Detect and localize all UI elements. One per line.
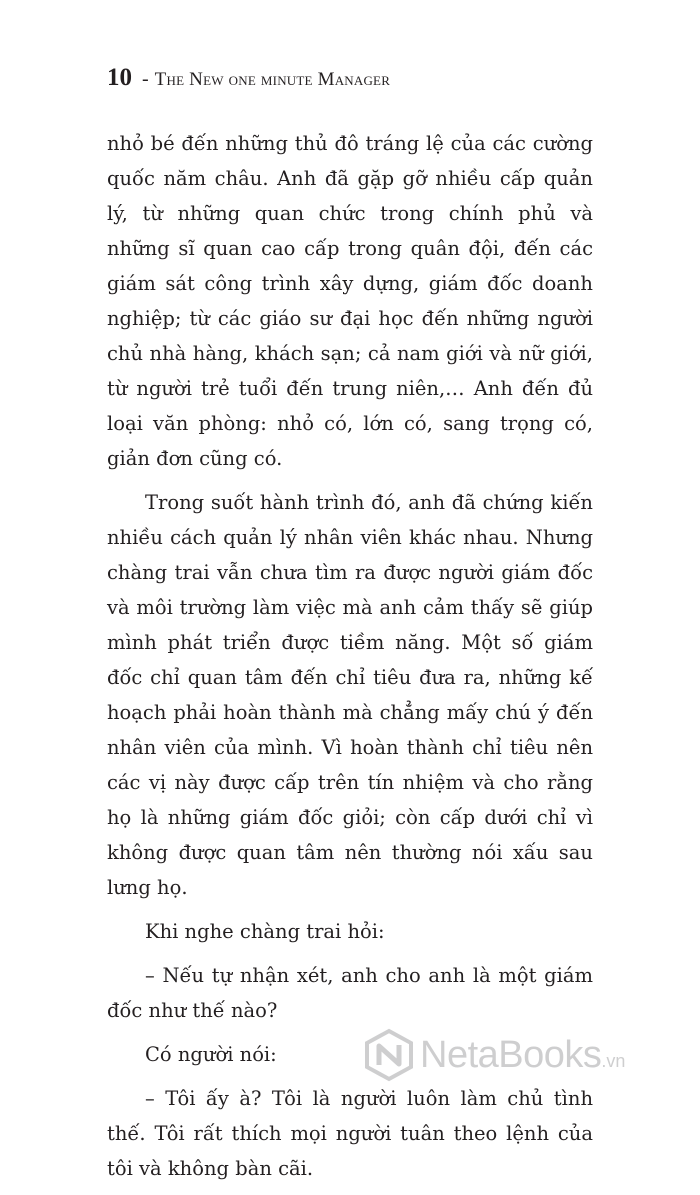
watermark-suffix: .vn: [601, 1050, 626, 1071]
book-title: The New one minute Manager: [154, 69, 391, 90]
paragraph: Khi nghe chàng trai hỏi:: [145, 920, 385, 943]
running-header: [107, 64, 390, 92]
watermark: [364, 1028, 625, 1082]
page-number: 10: [107, 64, 132, 91]
watermark-brand: NetaBooks: [420, 1033, 602, 1076]
dialogue-line: – Tôi ấy à? Tôi là người luôn làm chủ tình thế. Tôi rất thích mọi người tuân theo lệnh của tôi và không bàn cãi.: [107, 1087, 593, 1180]
paragraph: Có người nói:: [145, 1043, 277, 1066]
header-separator: -: [142, 68, 149, 90]
paragraph-continued: nhỏ bé đến những thủ đô tráng lệ của các cường quốc năm châu. Anh đã gặp gỡ nhiều cấp quản lý, từ những quan chức trong chính phủ và những sĩ quan cao cấp trong quân đội, đến các giám sát công trình xây dựng, giám đốc doanh nghiệp; từ các giáo sư đại học đến những người chủ nhà hàng, khách sạn; cả nam giới và nữ giới, từ người trẻ tuổi đến trung niên,… Anh đến đủ loại văn phòng: nhỏ có, lớn có, sang trọng có, giản đơn cũng có.: [107, 132, 593, 470]
dialogue-line: – Nếu tự nhận xét, anh cho anh là một giám đốc như thế nào?: [107, 964, 593, 1022]
netabooks-logo-icon: [364, 1029, 414, 1081]
paragraph: Trong suốt hành trình đó, anh đã chứng kiến nhiều cách quản lý nhân viên khác nhau. Nhưng chàng trai vẫn chưa tìm ra được người giám đốc và môi trường làm việc mà anh cảm thấy sẽ giúp mình phát triển được tiềm năng. Một số giám đốc chỉ quan tâm đến chỉ tiêu đưa ra, những kế hoạch phải hoàn thành mà chẳng mấy chú ý đến nhân viên của mình. Vì hoàn thành chỉ tiêu nên các vị này được cấp trên tín nhiệm và cho rằng họ là những giám đốc giỏi; còn cấp dưới chỉ vì không được quan tâm nên thường nói xấu sau lưng họ.: [107, 491, 593, 899]
